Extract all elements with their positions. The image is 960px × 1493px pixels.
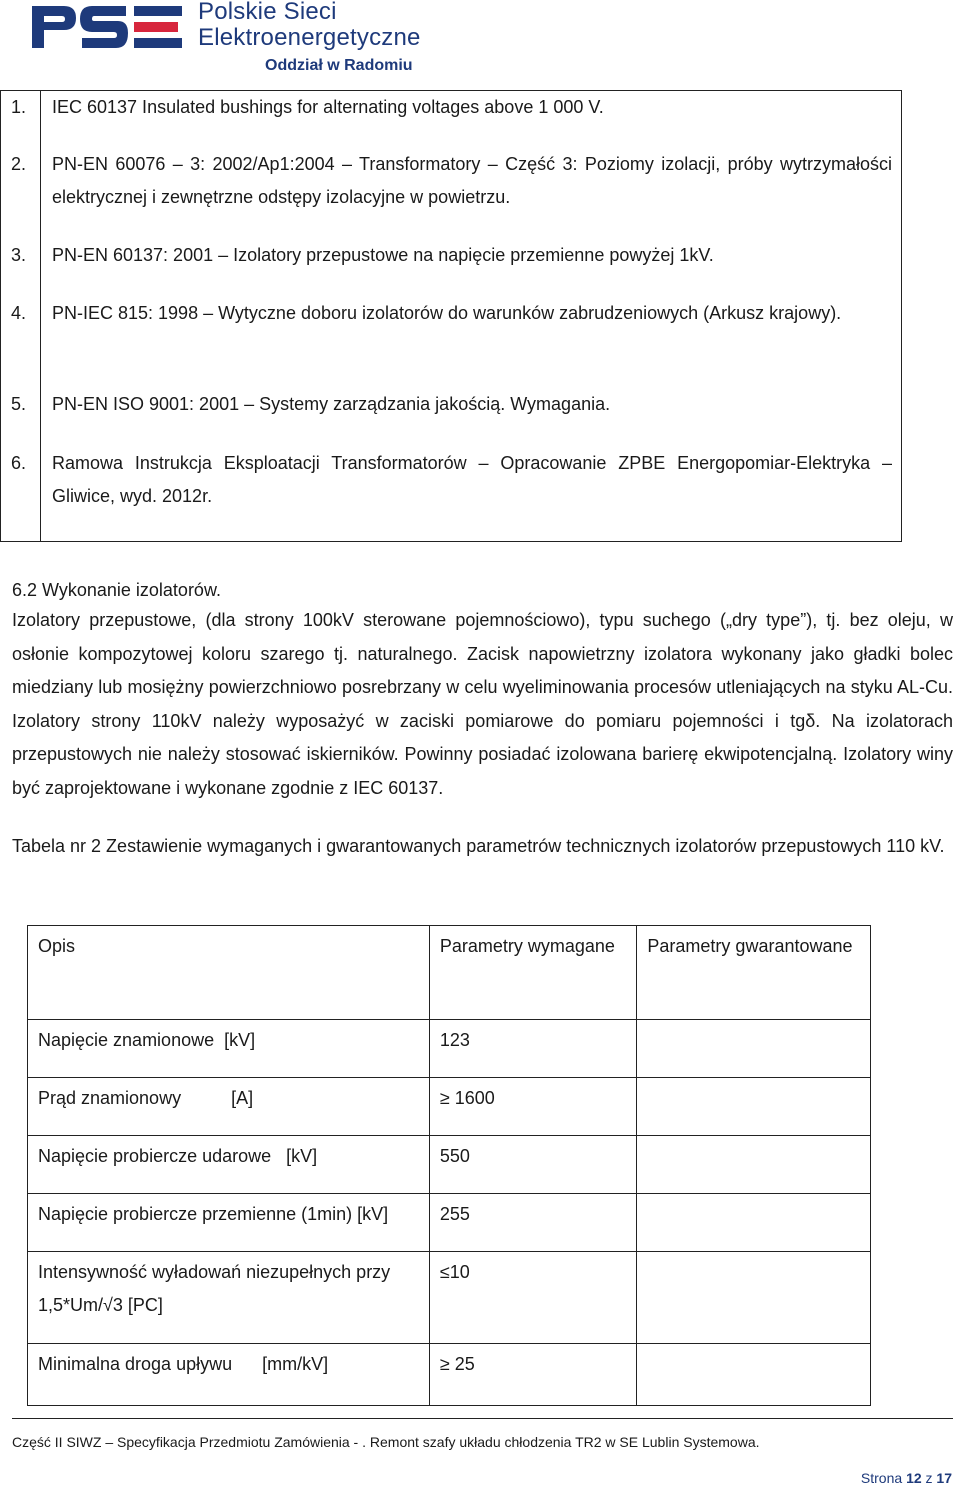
- table-row: [28, 1136, 871, 1194]
- table-row: [28, 1344, 871, 1406]
- section-title: 6.2 Wykonanie izolatorów.: [12, 580, 221, 600]
- norm-text: PN-EN 60137: 2001 – Izolatory przepustowe na napięcie przemienne powyżej 1kV.: [52, 245, 714, 265]
- header-gwarantowane: Parametry gwarantowane: [637, 926, 871, 1020]
- table-row: [28, 1194, 871, 1252]
- table-row: [28, 1078, 871, 1136]
- of-label: z: [925, 1470, 933, 1486]
- cell-opis: Intensywność wyładowań niezupełnych przy 1,5*Um/√3 [PC]: [28, 1252, 430, 1344]
- cell-opis: Napięcie probiercze udarowe [kV]: [28, 1136, 430, 1194]
- page-number: [861, 1470, 952, 1486]
- norm-number: 1.: [11, 97, 27, 117]
- norm-number: 4.: [11, 303, 27, 323]
- cell-opis: Prąd znamionowy [A]: [28, 1078, 430, 1136]
- cell-opis: Minimalna droga upływu [mm/kV]: [28, 1344, 430, 1406]
- company-logo: [30, 0, 430, 80]
- footer-text: Część II SIWZ – Specyfikacja Przedmiotu Zamówienia - . Remont szafy układu chłodzenia TR2 w SE Lublin Systemowa.: [12, 1434, 760, 1450]
- parameters-table: [27, 925, 871, 1406]
- pse-logo-mark-icon: [30, 2, 190, 52]
- norm-number: 2.: [11, 154, 27, 174]
- cell-wymagane: ≤10: [429, 1252, 637, 1344]
- norm-number: 3.: [11, 245, 27, 265]
- footer-divider: [12, 1418, 953, 1419]
- cell-wymagane: ≥ 25: [429, 1344, 637, 1406]
- table-row: [28, 1020, 871, 1078]
- cell-opis: Napięcie probiercze przemienne (1min) [kV]: [28, 1194, 430, 1252]
- table-row: [28, 1252, 871, 1344]
- norm-text: PN-EN 60076 – 3: 2002/Ap1:2004 – Transformatory – Część 3: Poziomy izolacji, próby wytrzymałości elektrycznej i zewnętrzne odstępy izolacyjne w powietrzu.: [52, 154, 892, 207]
- header-opis: Opis: [28, 926, 430, 1020]
- norm-number: 6.: [11, 453, 27, 473]
- norm-text: Ramowa Instrukcja Eksploatacji Transformatorów – Opracowanie ZPBE Energopomiar-Elektryka – Gliwice, wyd. 2012r.: [52, 453, 892, 506]
- norms-list: [0, 90, 902, 542]
- header-wymagane: Parametry wymagane: [429, 926, 637, 1020]
- norm-number: 5.: [11, 394, 27, 414]
- cell-wymagane: 123: [429, 1020, 637, 1078]
- cell-gwarantowane[interactable]: [637, 1020, 871, 1078]
- cell-wymagane: 550: [429, 1136, 637, 1194]
- cell-gwarantowane[interactable]: [637, 1194, 871, 1252]
- norm-text: IEC 60137 Insulated bushings for alternating voltages above 1 000 V.: [52, 97, 604, 117]
- logo-line-3: Oddział w Radomiu: [265, 57, 413, 74]
- table-header-row: [28, 926, 871, 1020]
- current-page: 12: [906, 1470, 922, 1486]
- cell-wymagane: 255: [429, 1194, 637, 1252]
- cell-gwarantowane[interactable]: [637, 1136, 871, 1194]
- cell-gwarantowane[interactable]: [637, 1344, 871, 1406]
- norm-text: PN-IEC 815: 1998 – Wytyczne doboru izolatorów do warunków zabrudzeniowych (Arkusz krajowy).: [52, 303, 842, 323]
- cell-opis: Napięcie znamionowe [kV]: [28, 1020, 430, 1078]
- cell-gwarantowane[interactable]: [637, 1252, 871, 1344]
- logo-line-1: Polskie Sieci: [198, 0, 337, 25]
- logo-line-2: Elektroenergetyczne: [198, 24, 421, 51]
- cell-gwarantowane[interactable]: [637, 1078, 871, 1136]
- norms-divider: [40, 91, 41, 541]
- cell-wymagane: ≥ 1600: [429, 1078, 637, 1136]
- norm-text: PN-EN ISO 9001: 2001 – Systemy zarządzania jakością. Wymagania.: [52, 394, 611, 414]
- page-label: Strona: [860, 1470, 903, 1486]
- section-paragraph: Izolatory przepustowe, (dla strony 100kV sterowane pojemnościowo), typu suchego („dry type”), tj. bez oleju, w osłonie kompozytowej koloru szarego tj. naturalnego. Zacisk napowietrzny izolatora wykonany jako gładki bolec miedziany lub mosiężny powierzchniowo posrebrzany w celu wyeliminowania procesów utleniających na styku AL-Cu. Izolatory strony 110kV należy wyposażyć w zaciski pomiarowe do pomiaru pojemności i tgδ. Na izolatorach przepustowych nie należy stosować iskierników. Powinny posiadać izolowana barierę ekwipotencjalną. Izolatory winy być zaprojektowane i wykonane zgodnie z IEC 60137.: [12, 610, 953, 798]
- total-pages: 17: [936, 1470, 952, 1486]
- table-caption: Tabela nr 2 Zestawienie wymaganych i gwarantowanych parametrów technicznych izolatorów przepustowych 110 kV.: [12, 836, 945, 856]
